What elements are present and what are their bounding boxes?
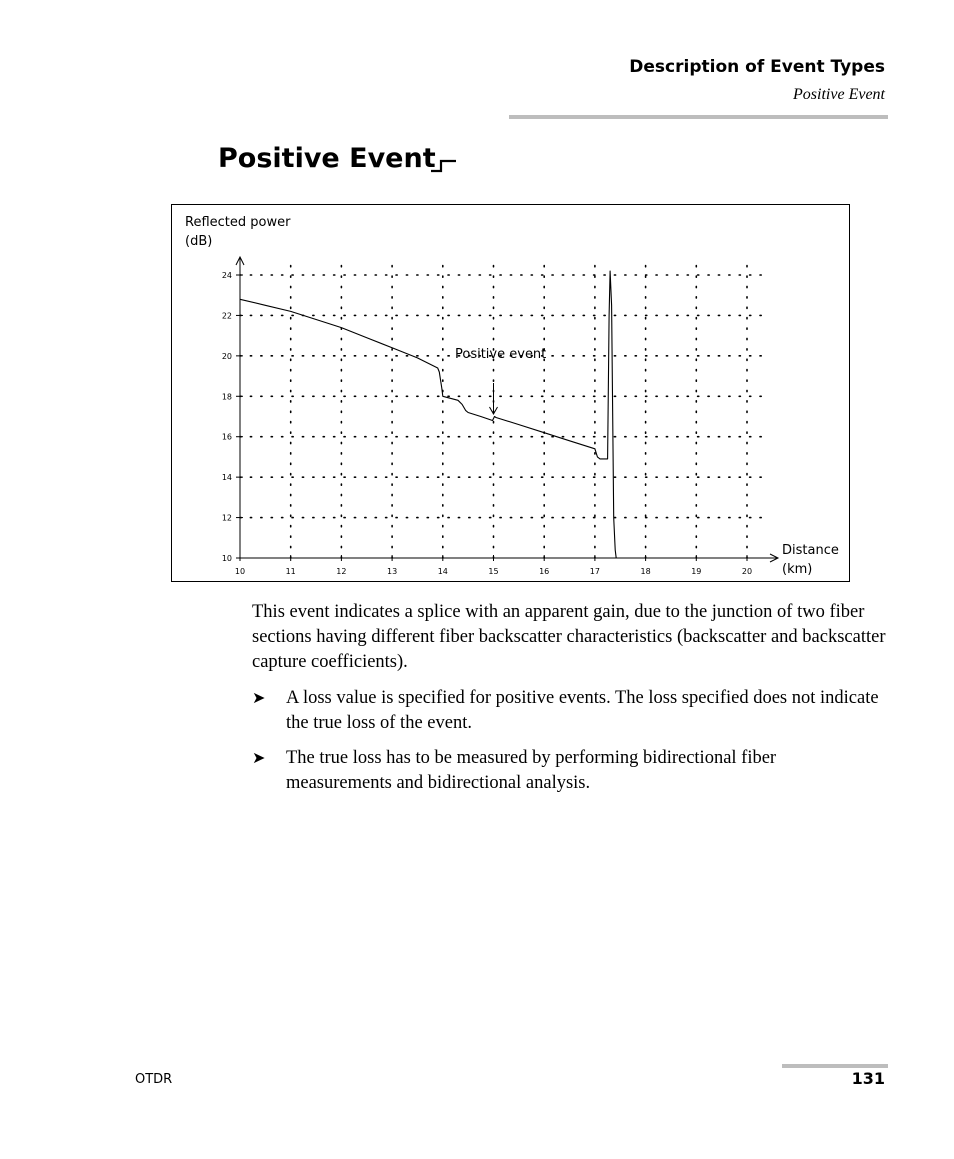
- x-axis-label-line-2: (km): [782, 562, 813, 577]
- positive-event-annotation: Positive event: [455, 347, 547, 362]
- x-tick-label: 12: [336, 567, 347, 576]
- y-tick-label: 22: [221, 311, 232, 321]
- x-tick-label: 15: [488, 567, 499, 576]
- y-tick-label: 24: [221, 271, 232, 280]
- x-tick-label: 11: [285, 567, 296, 576]
- x-axis-label: [782, 541, 839, 579]
- x-tick-label: 13: [387, 567, 398, 576]
- positive-event-step-icon: [430, 158, 458, 174]
- y-axis-label: [185, 213, 290, 251]
- y-tick-label: 14: [221, 473, 232, 483]
- header-section-title: Description of Event Types: [629, 57, 885, 77]
- x-axis-label-line-1: Distance: [782, 543, 839, 558]
- bullet-text: The true loss has to be measured by performing bidirectional fiber measurements and bidirectional analysis.: [286, 748, 777, 793]
- x-tick-label: 19: [691, 567, 702, 576]
- page-number: 131: [851, 1069, 885, 1088]
- x-tick-label: 18: [640, 567, 651, 576]
- y-tick-label: 18: [221, 392, 232, 402]
- y-axis-label-line-2: (dB): [185, 234, 213, 249]
- description-paragraph: This event indicates a splice with an apparent gain, due to the junction of two fiber sections having different fiber backscatter characteristics (backscatter and backscatter capture coefficients).: [252, 602, 886, 672]
- x-tick-label: 20: [741, 567, 753, 576]
- y-tick-label: 10: [221, 554, 232, 563]
- page-title: Positive Event: [218, 143, 436, 174]
- bullet-arrow-icon: ➤: [252, 750, 266, 767]
- footer-product-name: OTDR: [135, 1072, 173, 1087]
- otdr-trace-chart: [171, 204, 850, 582]
- y-tick-label: 16: [221, 432, 232, 442]
- x-tick-label: 10: [234, 567, 246, 576]
- footer-divider: [782, 1064, 888, 1068]
- x-tick-label: 16: [539, 567, 550, 576]
- x-tick-label: 17: [589, 567, 600, 576]
- bullet-text: A loss value is specified for positive events. The loss specified does not indicate the true loss of the event.: [286, 688, 879, 733]
- otdr-trace-line: [240, 271, 616, 558]
- x-tick-label: 14: [437, 567, 448, 576]
- y-tick-label: 12: [221, 513, 232, 523]
- header-divider: [509, 115, 888, 119]
- y-axis-label-line-1: Reflected power: [185, 215, 291, 230]
- bullet-arrow-icon: ➤: [252, 690, 266, 707]
- chart-canvas: [172, 205, 849, 581]
- y-tick-label: 20: [221, 351, 232, 361]
- header-subsection: Positive Event: [793, 86, 885, 103]
